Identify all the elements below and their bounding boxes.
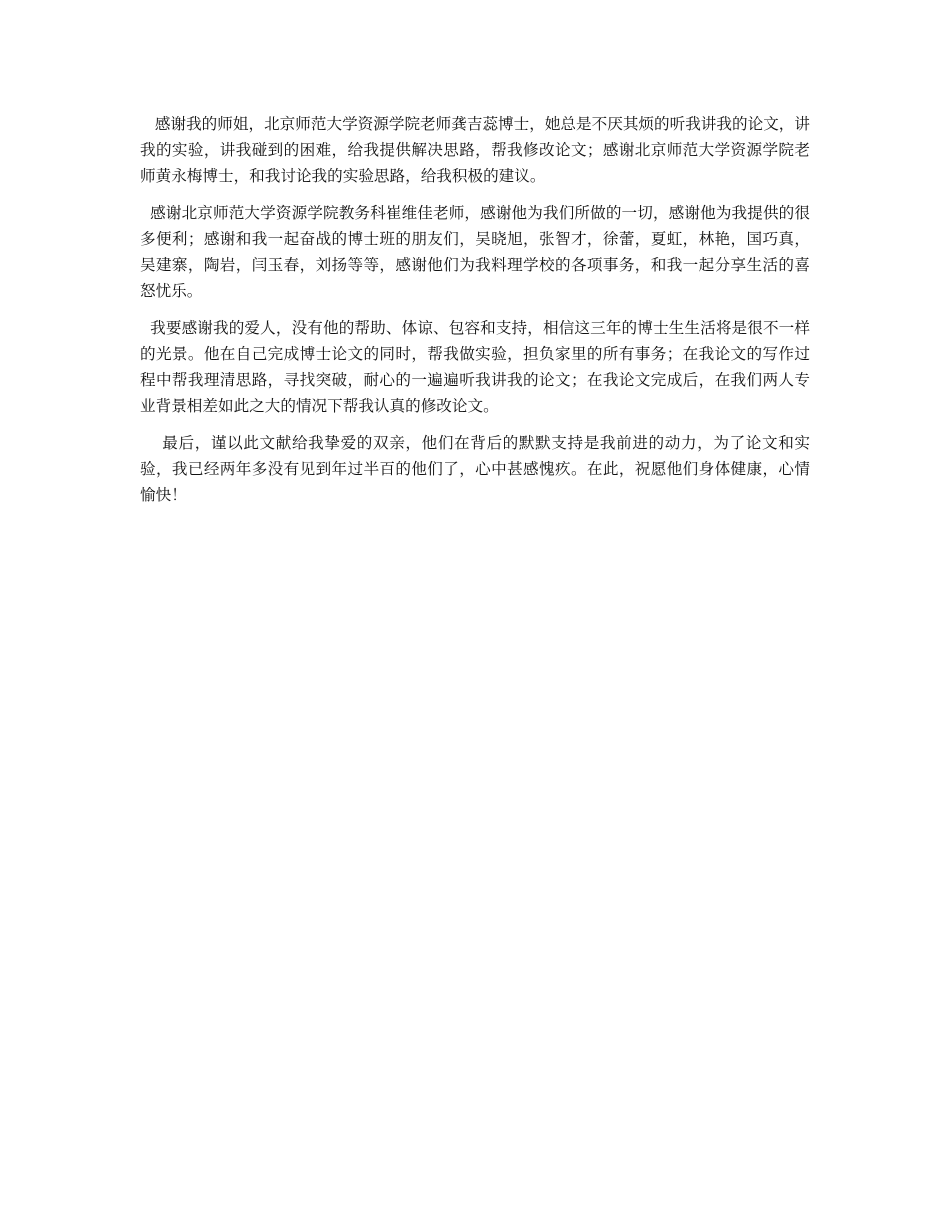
paragraph-thanks-spouse: 我要感谢我的爱人，没有他的帮助、体谅、包容和支持，相信这三年的博士生生活将是很不一样的光景。他在自己完成博士论文的同时，帮我做实验，担负家里的所有事务；在我论文的写作过程中帮我理清思路，寻找突破，耐心的一遍遍听我讲我的论文；在我论文完成后，在我们两人专业背景相差如此之大的情况下帮我认真的修改论文。 [140,319,810,415]
paragraph-thanks-parents: 最后，谨以此文献给我挚爱的双亲，他们在背后的默默支持是我前进的动力，为了论文和实验，我已经两年多没有见到年过半百的他们了，心中甚感愧疚。在此，祝愿他们身体健康，心情愉快！ [140,434,810,504]
paragraph-thanks-classmates: 感谢北京师范大学资源学院教务科崔维佳老师，感谢他为我们所做的一切，感谢他为我提供的很多便利；感谢和我一起奋战的博士班的朋友们，吴晓旭，张智才，徐蕾，夏虹，林艳，国巧真，吴建寨，陶岩，闫玉春，刘扬等等，感谢他们为我料理学校的各项事务，和我一起分享生活的喜怒忧乐。 [140,204,810,300]
acknowledgement-body [140,111,810,519]
paragraph-thanks-senior-sister: 感谢我的师姐，北京师范大学资源学院老师龚吉蕊博士，她总是不厌其烦的听我讲我的论文，讲我的实验，讲我碰到的困难，给我提供解决思路，帮我修改论文；感谢北京师范大学资源学院老师黄永梅博士，和我讨论我的实验思路，给我积极的建议。 [140,115,810,185]
